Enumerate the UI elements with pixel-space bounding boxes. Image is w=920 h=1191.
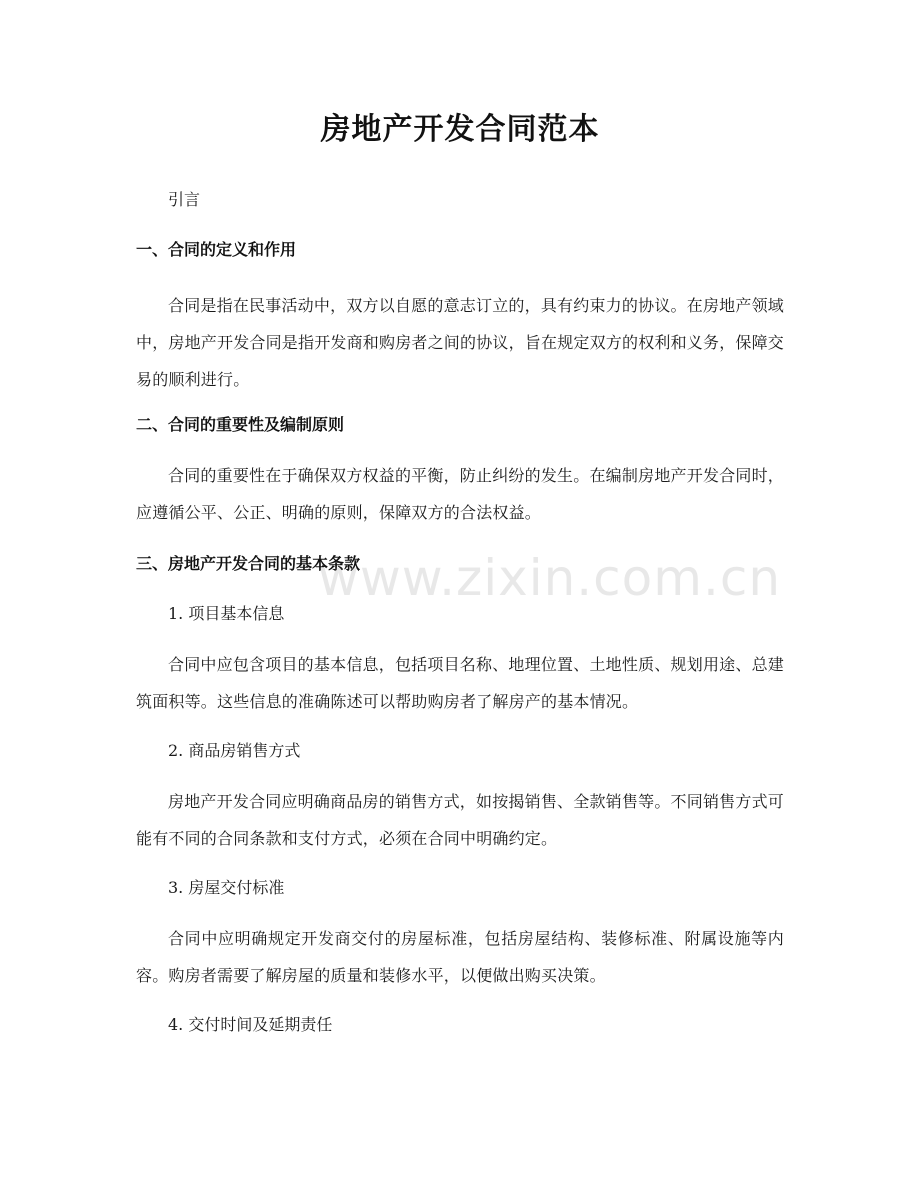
intro-label: 引言	[168, 190, 201, 209]
section-paragraph-2: 合同的重要性在于确保双方权益的平衡，防止纠纷的发生。在编制房地产开发合同时，应遵循公平、公正、明确的原则，保障双方的合法权益。	[136, 466, 784, 522]
section-paragraph-1: 合同是指在民事活动中，双方以自愿的意志订立的，具有约束力的协议。在房地产领域中，房地产开发合同是指开发商和购房者之间的协议，旨在规定双方的权利和义务，保障交易的顺利进行。	[136, 296, 785, 389]
document-title: 房地产开发合同范本	[320, 112, 600, 147]
section-heading-3: 三、房地产开发合同的基本条款	[136, 554, 361, 573]
item-paragraph-1: 合同中应包含项目的基本信息，包括项目名称、地理位置、土地性质、规划用途、总建筑面积等。这些信息的准确陈述可以帮助购房者了解房产的基本情况。	[136, 655, 784, 711]
item-label-3: 3. 房屋交付标准	[168, 878, 285, 897]
item-paragraph-2: 房地产开发合同应明确商品房的销售方式，如按揭销售、全款销售等。不同销售方式可能有不同的合同条款和支付方式，必须在合同中明确约定。	[136, 792, 784, 848]
item-label-1: 1. 项目基本信息	[168, 604, 285, 623]
item-paragraph-3: 合同中应明确规定开发商交付的房屋标准，包括房屋结构、装修标准、附属设施等内容。购房者需要了解房屋的质量和装修水平，以便做出购买决策。	[136, 929, 784, 985]
item-label-4: 4. 交付时间及延期责任	[168, 1015, 333, 1034]
watermark: www.zixin.com.cn	[318, 549, 782, 607]
section-heading-2: 二、合同的重要性及编制原则	[136, 415, 345, 434]
item-label-2: 2. 商品房销售方式	[168, 741, 301, 760]
section-heading-1: 一、合同的定义和作用	[136, 240, 297, 259]
